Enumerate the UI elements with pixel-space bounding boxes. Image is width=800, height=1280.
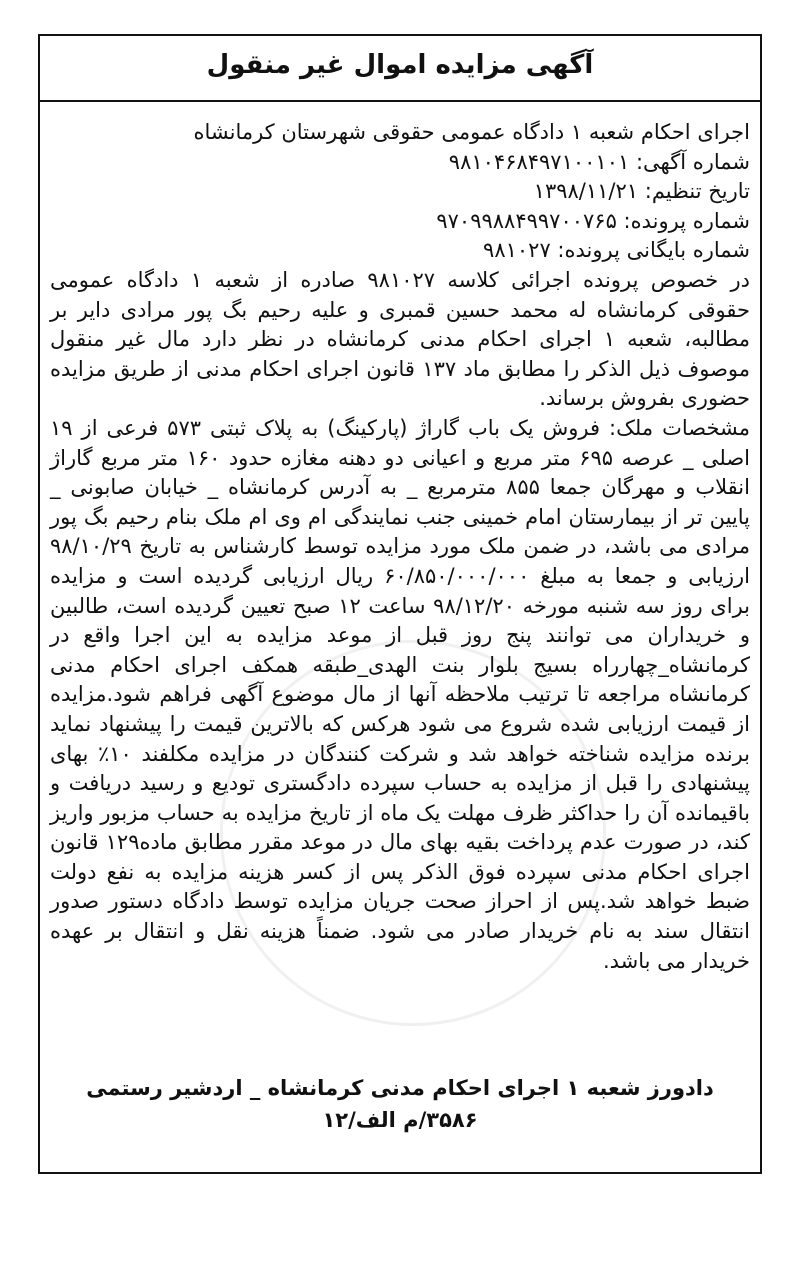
signature-line: دادورز شعبه ۱ اجرای احکام مدنی کرمانشاه _ اردشیر رستمی <box>86 1076 714 1100</box>
intro-paragraph: در خصوص پرونده اجرائی کلاسه ۹۸۱۰۲۷ صادره از شعبه ۱ دادگاه عمومی حقوقی کرمانشاه له محمد حسین قمبری و علیه رحیم بگ پور مرادی دایر بر مطالبه، شعبه ۱ اجرای احکام مدنی کرمانشاه در نظر دارد مال غیر منقول موصوف ذیل الذکر را مطابق ماد ۱۳۷ قانون اجرای احکام مدنی از طریق مزایده حضوری بفروش برساند. <box>50 268 750 411</box>
signature-block <box>0 1072 800 1136</box>
court-line: اجرای احکام شعبه ۱ دادگاه عمومی حقوقی شهرستان کرمانشاه <box>193 120 750 144</box>
notice-meta <box>50 118 750 266</box>
notice-body <box>50 266 750 976</box>
title-divider <box>40 100 760 102</box>
archive-number: شماره بایگانی پرونده: ۹۸۱۰۲۷ <box>483 238 750 262</box>
notice-code: ۳۵۸۶/م الف/۱۲ <box>322 1108 478 1132</box>
notice-number: شماره آگهی: ۹۸۱۰۴۶۸۴۹۷۱۰۰۱۰۱ <box>448 149 750 174</box>
notice-title: آگهی مزایده اموال غیر منقول <box>206 50 594 80</box>
issue-date: تاریخ تنظیم: ۱۳۹۸/۱۱/۲۱ <box>533 179 750 203</box>
case-number: شماره پرونده: ۹۷۰۹۹۸۸۴۹۹۷۰۰۷۶۵ <box>436 208 750 233</box>
property-paragraph: مشخصات ملک: فروش یک باب گاراژ (پارکینگ) به پلاک ثبتی ۵۷۳ فرعی از ۱۹ اصلی _ عرصه ۶۹۵ متر مربع و اعیانی دو دهنه مغازه حدود ۱۶۰ متر مربع گاراژ انقلاب و مهرگان جمعا ۸۵۵ مترمربع _ به آدرس کرمانشاه _ خیابان صابونی _ پایین تر از بیمارستان امام خمینی جنب نمایندگی ام وی ام ملک بنام رحیم بگ پور مرادی می باشد، در ضمن ملک مورد مزایده توسط کارشناس به تاریخ ۹۸/۱۰/۲۹ ارزیابی و جمعا به مبلغ ۶۰/۸۵۰/۰۰۰/۰۰۰ ریال ارزیابی گردیده است و مزایده برای روز سه شنبه مورخه ۹۸/۱۲/۲۰ ساعت ۱۲ صبح تعیین گردیده است، طالبین و خریداران می توانند پنج روز قبل از موعد مزایده به این اجرا واقع در کرمانشاه_چهارراه بسیج بلوار بنت الهدی_طبقه همکف اجرای احکام مدنی کرمانشاه مراجعه تا ترتیب ملاحظه آنها از مال موضوع آگهی فراهم شود.مزایده از قیمت ارزیابی شده شروع می شود هرکس که بالاترین قیمت را پیشنهاد نماید برنده مزایده شناخته خواهد شد و شرکت کنندگان در مزایده مکلفند ۱۰٪ بهای پیشنهادی را قبل از مزایده به حساب سپرده دادگستری تودیع و رسید دریافت و باقیمانده آن را حداکثر ظرف مهلت یک ماه از تاریخ مزایده به حساب مزبور واریز کند، در صورت عدم پرداخت بقیه بهای مال در موعد مقرر مطابق ماده۱۲۹ قانون اجرای احکام مدنی سپرده فوق الذکر پس از کسر هزینه مزایده به نفع دولت ضبط خواهد شد.پس از احراز صحت جریان مزایده توسط دادگاه دستور صدور انتقال سند به نام خریدار صادر می شود. ضمناً هزینه نقل و انتقال بر عهده خریدار می باشد. <box>50 415 750 973</box>
